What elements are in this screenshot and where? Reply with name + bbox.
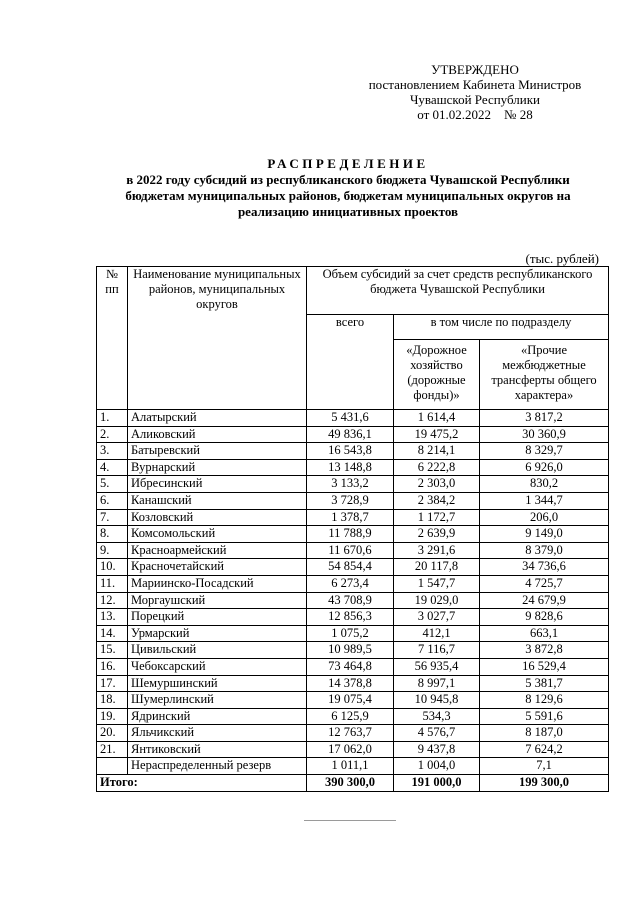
- row-district-name: Нераспределенный резерв: [128, 758, 307, 775]
- row-other-value: 16 529,4: [480, 658, 609, 675]
- row-total-value: 16 543,8: [307, 443, 394, 460]
- table-row: [97, 758, 609, 775]
- row-other-value: 9 828,6: [480, 609, 609, 626]
- row-total-value: 73 464,8: [307, 658, 394, 675]
- row-total-value: 43 708,9: [307, 592, 394, 609]
- row-other-value: 3 872,8: [480, 642, 609, 659]
- table-row: [97, 692, 609, 709]
- table-row: [97, 675, 609, 692]
- row-number: 16.: [97, 658, 128, 675]
- table-row: [97, 741, 609, 758]
- table-row: [97, 526, 609, 543]
- row-number: 7.: [97, 509, 128, 526]
- row-district-name: Ядринский: [128, 708, 307, 725]
- title-line-2: бюджетам муниципальных районов, бюджетам муниципальных округов на: [125, 188, 571, 203]
- row-roads-value: 1 614,4: [394, 410, 480, 427]
- table-row: [97, 426, 609, 443]
- row-roads-value: 1 547,7: [394, 575, 480, 592]
- row-other-value: 663,1: [480, 625, 609, 642]
- row-total-value: 1 011,1: [307, 758, 394, 775]
- col-including-header: в том числе по подразделу: [394, 315, 609, 340]
- row-total-value: 3 728,9: [307, 492, 394, 509]
- table-row: [97, 509, 609, 526]
- row-total-value: 3 133,2: [307, 476, 394, 493]
- row-number: 19.: [97, 708, 128, 725]
- title-line-1: в 2022 году субсидий из республиканского бюджета Чувашской Республики: [126, 172, 570, 187]
- row-roads-value: 534,3: [394, 708, 480, 725]
- row-roads-value: 8 997,1: [394, 675, 480, 692]
- table-row: [97, 658, 609, 675]
- row-roads-value: 7 116,7: [394, 642, 480, 659]
- row-total-value: 49 836,1: [307, 426, 394, 443]
- row-other-value: 206,0: [480, 509, 609, 526]
- row-district-name: Красночетайский: [128, 559, 307, 576]
- row-other-value: 3 817,2: [480, 410, 609, 427]
- row-number: 21.: [97, 741, 128, 758]
- table-row: [97, 708, 609, 725]
- table-row: [97, 725, 609, 742]
- row-total-value: 13 148,8: [307, 459, 394, 476]
- title-heading: РАСПРЕДЕЛЕНИЕ: [267, 156, 429, 171]
- row-other-value: 8 329,7: [480, 443, 609, 460]
- row-district-name: Батыревский: [128, 443, 307, 460]
- row-total-value: 1 075,2: [307, 625, 394, 642]
- row-number: 20.: [97, 725, 128, 742]
- row-other-value: 830,2: [480, 476, 609, 493]
- table-row: [97, 410, 609, 427]
- row-roads-value: 1 172,7: [394, 509, 480, 526]
- units-label: (тыс. рублей): [525, 251, 599, 266]
- row-other-value: 7,1: [480, 758, 609, 775]
- row-roads-value: 412,1: [394, 625, 480, 642]
- row-total-value: 54 854,4: [307, 559, 394, 576]
- col-other-header: «Прочие межбюджетные трансферты общего характера»: [480, 340, 609, 410]
- row-roads-value: 2 303,0: [394, 476, 480, 493]
- row-roads-value: 20 117,8: [394, 559, 480, 576]
- row-number: 9.: [97, 542, 128, 559]
- row-number: 13.: [97, 609, 128, 626]
- row-total-value: 1 378,7: [307, 509, 394, 526]
- approval-block: [350, 62, 600, 122]
- table-row: [97, 575, 609, 592]
- row-roads-value: 1 004,0: [394, 758, 480, 775]
- row-total-value: 12 763,7: [307, 725, 394, 742]
- row-number: 8.: [97, 526, 128, 543]
- row-district-name: Цивильский: [128, 642, 307, 659]
- row-other-value: 5 591,6: [480, 708, 609, 725]
- row-total-value: 11 788,9: [307, 526, 394, 543]
- row-number: 1.: [97, 410, 128, 427]
- row-other-value: 7 624,2: [480, 741, 609, 758]
- row-total-value: 6 273,4: [307, 575, 394, 592]
- row-roads-value: 8 214,1: [394, 443, 480, 460]
- row-other-value: 8 187,0: [480, 725, 609, 742]
- row-number: 4.: [97, 459, 128, 476]
- row-district-name: Шемуршинский: [128, 675, 307, 692]
- document-title: [96, 156, 600, 220]
- row-district-name: Порецкий: [128, 609, 307, 626]
- row-number: 6.: [97, 492, 128, 509]
- row-roads-value: 2 639,9: [394, 526, 480, 543]
- col-volume-header: Объем субсидий за счет средств республиканского бюджета Чувашской Республики: [307, 267, 609, 315]
- table-row: [97, 542, 609, 559]
- row-roads-value: 9 437,8: [394, 741, 480, 758]
- total-other-value: 199 300,0: [480, 775, 609, 792]
- table-row: [97, 443, 609, 460]
- row-district-name: Шумерлинский: [128, 692, 307, 709]
- table-row: [97, 609, 609, 626]
- header-row-1: [97, 267, 609, 315]
- row-roads-value: 2 384,2: [394, 492, 480, 509]
- table-row: [97, 476, 609, 493]
- row-district-name: Мариинско-Посадский: [128, 575, 307, 592]
- total-row: [97, 775, 609, 792]
- total-label: Итого:: [97, 775, 307, 792]
- row-district-name: Алатырский: [128, 410, 307, 427]
- row-district-name: Канашский: [128, 492, 307, 509]
- row-other-value: 4 725,7: [480, 575, 609, 592]
- row-district-name: Козловский: [128, 509, 307, 526]
- row-number: [97, 758, 128, 775]
- row-other-value: 24 679,9: [480, 592, 609, 609]
- total-sum-value: 390 300,0: [307, 775, 394, 792]
- approved-label: УТВЕРЖДЕНО: [431, 62, 519, 77]
- row-other-value: 8 379,0: [480, 542, 609, 559]
- row-total-value: 6 125,9: [307, 708, 394, 725]
- row-number: 12.: [97, 592, 128, 609]
- row-number: 11.: [97, 575, 128, 592]
- table-row: [97, 592, 609, 609]
- row-roads-value: 56 935,4: [394, 658, 480, 675]
- table-row: [97, 559, 609, 576]
- row-district-name: Яльчикский: [128, 725, 307, 742]
- row-district-name: Моргаушский: [128, 592, 307, 609]
- row-total-value: 17 062,0: [307, 741, 394, 758]
- row-total-value: 12 856,3: [307, 609, 394, 626]
- table-row: [97, 642, 609, 659]
- row-number: 18.: [97, 692, 128, 709]
- row-other-value: 6 926,0: [480, 459, 609, 476]
- row-roads-value: 19 475,2: [394, 426, 480, 443]
- row-number: 5.: [97, 476, 128, 493]
- row-roads-value: 3 291,6: [394, 542, 480, 559]
- row-district-name: Янтиковский: [128, 741, 307, 758]
- row-number: 10.: [97, 559, 128, 576]
- col-name-header: Наименование муниципальных районов, муниципальных округов: [128, 267, 307, 410]
- row-other-value: 9 149,0: [480, 526, 609, 543]
- approved-by-line: постановлением Кабинета Министров: [368, 77, 582, 92]
- row-district-name: Ибресинский: [128, 476, 307, 493]
- col-number-header: № пп: [97, 267, 128, 410]
- row-other-value: 1 344,7: [480, 492, 609, 509]
- footer-divider: [304, 820, 396, 821]
- approved-date-line: от 01.02.2022 № 28: [417, 107, 533, 122]
- row-roads-value: 19 029,0: [394, 592, 480, 609]
- row-total-value: 19 075,4: [307, 692, 394, 709]
- row-district-name: Урмарский: [128, 625, 307, 642]
- row-district-name: Красноармейский: [128, 542, 307, 559]
- row-other-value: 8 129,6: [480, 692, 609, 709]
- total-roads-value: 191 000,0: [394, 775, 480, 792]
- row-number: 15.: [97, 642, 128, 659]
- table-row: [97, 459, 609, 476]
- row-district-name: Аликовский: [128, 426, 307, 443]
- table-row: [97, 492, 609, 509]
- row-number: 3.: [97, 443, 128, 460]
- row-total-value: 14 378,8: [307, 675, 394, 692]
- approved-republic-line: Чувашской Республики: [409, 92, 541, 107]
- subsidy-table: [96, 266, 609, 792]
- row-total-value: 5 431,6: [307, 410, 394, 427]
- row-district-name: Вурнарский: [128, 459, 307, 476]
- row-roads-value: 4 576,7: [394, 725, 480, 742]
- row-other-value: 34 736,6: [480, 559, 609, 576]
- row-other-value: 5 381,7: [480, 675, 609, 692]
- row-number: 2.: [97, 426, 128, 443]
- row-roads-value: 3 027,7: [394, 609, 480, 626]
- row-district-name: Комсомольский: [128, 526, 307, 543]
- title-line-3: реализацию инициативных проектов: [237, 204, 459, 219]
- row-roads-value: 10 945,8: [394, 692, 480, 709]
- col-roads-header: «Дорожное хозяйство (дорожные фонды)»: [394, 340, 480, 410]
- row-number: 17.: [97, 675, 128, 692]
- row-number: 14.: [97, 625, 128, 642]
- row-total-value: 10 989,5: [307, 642, 394, 659]
- row-other-value: 30 360,9: [480, 426, 609, 443]
- row-total-value: 11 670,6: [307, 542, 394, 559]
- table-row: [97, 625, 609, 642]
- row-roads-value: 6 222,8: [394, 459, 480, 476]
- row-district-name: Чебоксарский: [128, 658, 307, 675]
- col-total-header: всего: [307, 315, 394, 410]
